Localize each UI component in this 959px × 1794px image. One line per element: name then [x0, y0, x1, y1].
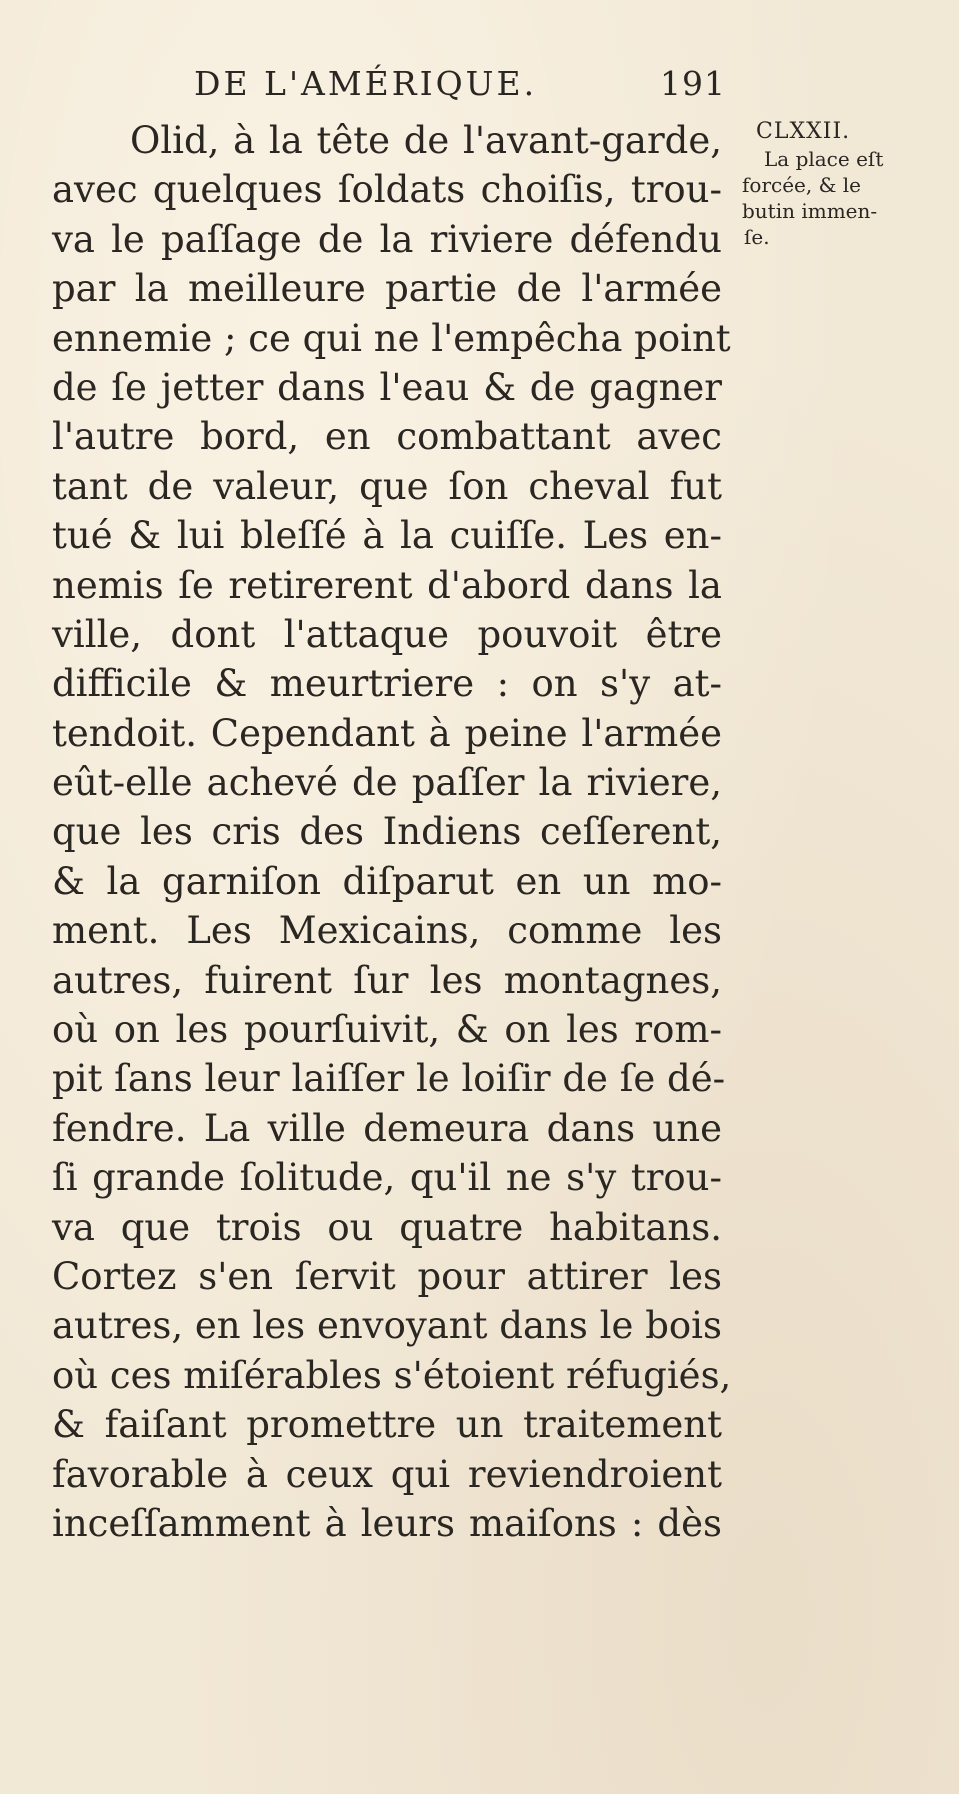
text-line: autres, fuirent ſur les montagnes, [52, 958, 722, 1002]
text-line: où on les pourſuivit, & on les rom- [52, 1008, 722, 1052]
text-line: autres, en les envoyant dans le bois [52, 1304, 722, 1348]
text-line: inceſſamment à leurs maiſons : dès [52, 1501, 722, 1545]
text-line: Cortez s'en ſervit pour attirer les [52, 1254, 722, 1298]
text-line: favorable à ceux qui reviendroient [52, 1452, 722, 1496]
text-line: eût-elle achevé de paſſer la riviere, [52, 761, 722, 805]
text-line: difficile & meurtriere : on s'y at- [52, 662, 722, 706]
page-header [180, 58, 740, 106]
margin-note-line: ſe. [744, 225, 770, 249]
text-line: tendoit. Cependant à peine l'armée [52, 711, 722, 755]
text-line: & faiſant promettre un traitement [52, 1403, 722, 1447]
body-text [52, 116, 732, 1548]
text-line: par la meilleure partie de l'armée [52, 267, 722, 311]
margin-note-line: butin immen- [742, 199, 878, 223]
text-line: fendre. La ville demeura dans une [52, 1106, 722, 1150]
running-title: DE L'AMÉRIQUE. [194, 64, 538, 103]
text-line: tué & lui bleſſé à la cuiſſe. Les en- [52, 514, 722, 558]
text-line: nemis ſe retirerent d'abord dans la [52, 563, 722, 607]
text-line: & la garniſon diſparut en un mo- [52, 859, 722, 903]
page-number: 191 [660, 64, 726, 103]
text-line: va que trois ou quatre habitans. [52, 1205, 722, 1249]
text-line: l'autre bord, en combattant avec [52, 415, 722, 459]
margin-note-line: forcée, & le [742, 173, 861, 197]
text-line: ment. Les Mexicains, comme les [52, 909, 722, 953]
margin-note-number: CLXXII. [756, 119, 851, 144]
text-line: avec quelques ſoldats choiſis, trou- [52, 168, 722, 212]
margin-note [742, 118, 942, 250]
text-line: que les cris des Indiens ceſſerent, [52, 810, 722, 854]
text-line: où ces miſérables s'étoient réfugiés, [52, 1353, 732, 1397]
text-line: ennemie ; ce qui ne l'empêcha point [52, 316, 731, 360]
margin-note-line: La place eſt [764, 147, 884, 171]
text-line: ſi grande ſolitude, qu'il ne s'y trou- [52, 1156, 722, 1200]
text-line: ville, dont l'attaque pouvoit être [52, 612, 722, 656]
text-line: pit ſans leur laiſſer le loiſir de ſe dé- [52, 1057, 726, 1101]
text-line: va le paſſage de la riviere défendu [52, 217, 722, 261]
text-line: de ſe jetter dans l'eau & de gagner [52, 365, 722, 409]
text-line: tant de valeur, que ſon cheval fut [52, 464, 722, 508]
text-line: Olid, à la tête de l'avant-garde, [130, 119, 722, 162]
